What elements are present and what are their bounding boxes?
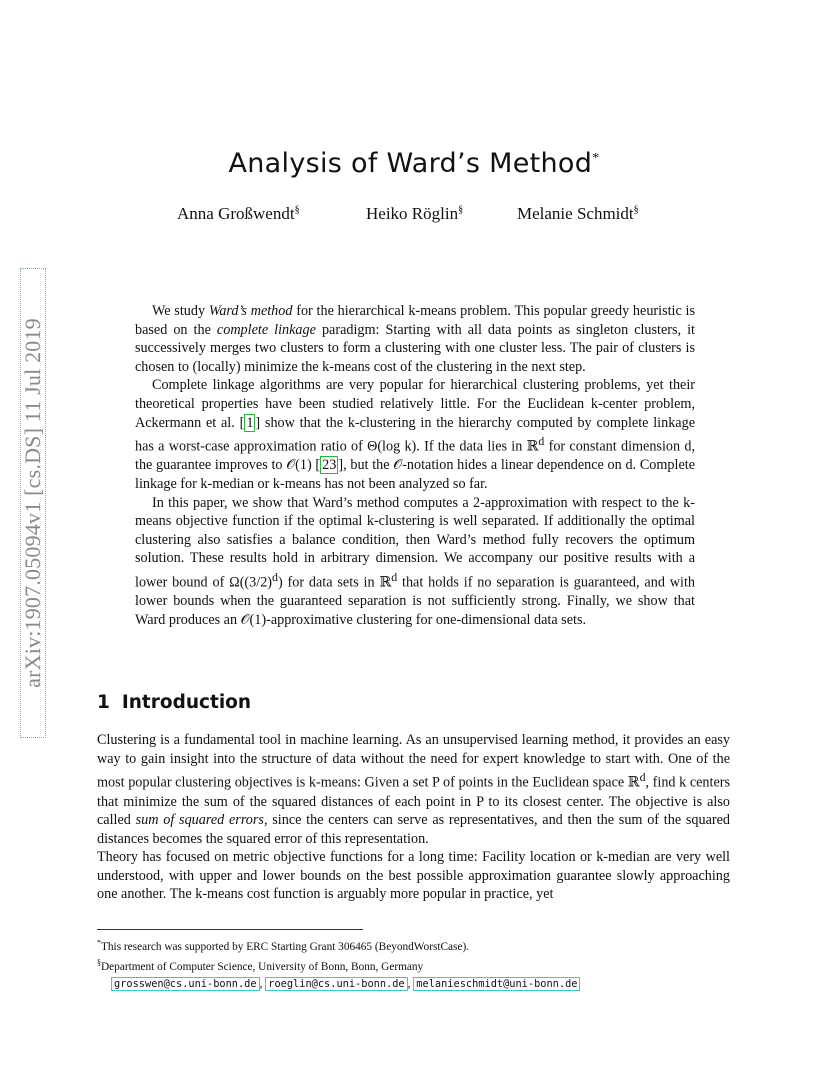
footnotes bbox=[97, 935, 737, 992]
section-title: Introduction bbox=[121, 692, 252, 713]
author-affiliation-mark: § bbox=[458, 204, 464, 216]
footnote-mark: * bbox=[97, 938, 101, 947]
author-name: Anna Großwendt bbox=[177, 204, 295, 223]
footnote-text: Department of Computer Science, University of Bonn, Bonn, Germany bbox=[101, 961, 424, 974]
emphasis-text: sum of squared errors bbox=[135, 812, 264, 829]
abstract-paragraph-2: Complete linkage algorithms are very popular for hierarchical clustering problems, yet their theoretical properties have been studied relatively little. For the Euclidean k-center problem, Ackermann et al. [ 1 ] show that the k-clustering in the hierarchy computed by complete linkage has a worst-case approximation ratio of Θ(log k). If the data lies in ℝ$^d$ for constant dimension d, the guarantee improves to 𝒪(1) [ 23 ], but the 𝒪-notation hides a linear dependence on d. Complete linkage for k-median or k-means has not been analyzed so far. bbox=[135, 377, 695, 493]
text-run: We study bbox=[152, 303, 209, 319]
author-roeglin bbox=[366, 204, 463, 224]
arxiv-identifier-stamp bbox=[20, 268, 46, 738]
citation-link[interactable]: 1 bbox=[246, 414, 254, 431]
paper-title bbox=[0, 148, 828, 179]
intro-paragraph-2: Theory has focused on metric objective functions for a long time: Facility location or k-median are very well understood, with upper and lower bounds on the best possible approximation guarantee slowly approaching one another. The k-means cost function is arguably more popular in practice, yet bbox=[97, 849, 730, 903]
email-link-schmidt[interactable]: melanieschmidt@uni-bonn.de bbox=[413, 977, 580, 991]
text-run: show that the k-clustering in the hierarchy computed by complete linkage has a worst-case approximation ratio of Θ(log k). If the data lies in ℝ bbox=[135, 414, 695, 455]
text-run: for the hierarchical k-means problem. This popular greedy heuristic is based on the bbox=[135, 303, 695, 338]
abstract-paragraph-3 bbox=[135, 494, 695, 630]
superscript: d bbox=[639, 770, 646, 785]
paper-title-text: Analysis of Ward’s Method bbox=[228, 148, 593, 179]
author-name: Melanie Schmidt bbox=[517, 204, 634, 223]
emphasis-text: Ward’s method bbox=[208, 303, 293, 319]
title-footnote-mark: * bbox=[592, 151, 600, 166]
separator: , bbox=[407, 977, 414, 990]
email-link-grosswendt[interactable]: grosswen@cs.uni-bonn.de bbox=[111, 977, 260, 991]
text-run: ) for data sets in ℝ bbox=[277, 574, 392, 591]
author-affiliation-mark: § bbox=[294, 204, 300, 216]
author-list bbox=[0, 204, 828, 228]
text-run: , since the centers can serve as representatives, and then the sum of the squared distances becomes the squared error of this representation. bbox=[97, 812, 730, 847]
email-link-roeglin[interactable]: roeglin@cs.uni-bonn.de bbox=[265, 977, 407, 991]
emphasis-text: complete linkage bbox=[216, 321, 316, 338]
text-run: In this paper, we show that Ward’s method computes a 2-approximation with respect to the k-means objective function if the optimal k-clustering is well separated. If additionally the optimal clustering also satisfies a balance condition, then Ward’s method fully recovers the optimum solution. These results hold in arbitrary dimension. We accompany our positive results with a lower bound of Ω((3/2) bbox=[135, 494, 695, 591]
footnote-text: This research was supported by ERC Starting Grant 306465 (BeyondWorstCase). bbox=[101, 940, 470, 953]
text-run: Complete linkage algorithms are very popular for hierarchical clustering problems, yet their theoretical properties have been studied relatively little. For the Euclidean k-center problem, Ackermann et al. bbox=[135, 377, 695, 431]
section-heading-introduction bbox=[97, 692, 251, 713]
separator: , bbox=[259, 977, 266, 990]
text-run: for constant dimension d, the guarantee improves to 𝒪(1) bbox=[135, 438, 695, 474]
abstract bbox=[135, 302, 695, 630]
author-schmidt bbox=[517, 204, 639, 224]
text-run: , find k centers that minimize the sum of the squared distances of each point in P to its closest center. The objective is also called bbox=[97, 774, 730, 829]
author-name: Heiko Röglin bbox=[366, 204, 459, 223]
citation-link[interactable]: 23 bbox=[322, 457, 337, 474]
footnote-affiliation bbox=[97, 955, 737, 975]
text-run: Clustering is a fundamental tool in machine learning. As an unsupervised learning method, it provides an easy way to gain insight into the structure of data without the need for expert knowledge to start with. One of the most popular clustering objectives is k-means: Given a set P of points in the Euclidean space ℝ bbox=[97, 732, 730, 791]
author-affiliation-mark: § bbox=[633, 204, 639, 216]
email-list bbox=[97, 976, 737, 993]
author-grosswendt bbox=[177, 204, 300, 224]
footnote-mark: § bbox=[97, 958, 101, 968]
abstract-paragraph-1 bbox=[135, 302, 695, 376]
text-run: that holds if no separation is guaranteed, and with lower bounds when the guaranteed separation is not sufficiently strong. Finally, we show that Ward produces an 𝒪(1)-approximative clustering for one-dimensional data sets. bbox=[135, 574, 695, 628]
superscript: d bbox=[538, 434, 545, 449]
arxiv-identifier-text: arXiv:1907.05094v1 [cs.DS] 11 Jul 2019 bbox=[20, 318, 45, 688]
superscript: d bbox=[391, 570, 398, 585]
footnote-separator bbox=[97, 929, 363, 930]
text-run: , but the 𝒪-notation hides a linear dependence on d. Complete linkage for k-median or k-means has not been analyzed so far. bbox=[135, 457, 695, 493]
footnote-funding bbox=[97, 935, 737, 955]
introduction-body bbox=[97, 731, 730, 904]
text-run: paradigm: Starting with all data points as singleton clusters, it successively merges two clusters to form a clustering with one cluster less. The pair of clusters is chosen to (locally) minimize the k-means cost of the clustering in the next step. bbox=[135, 321, 695, 375]
section-number: 1 bbox=[97, 692, 110, 713]
intro-paragraph-1 bbox=[97, 731, 730, 848]
superscript: d bbox=[272, 570, 278, 585]
